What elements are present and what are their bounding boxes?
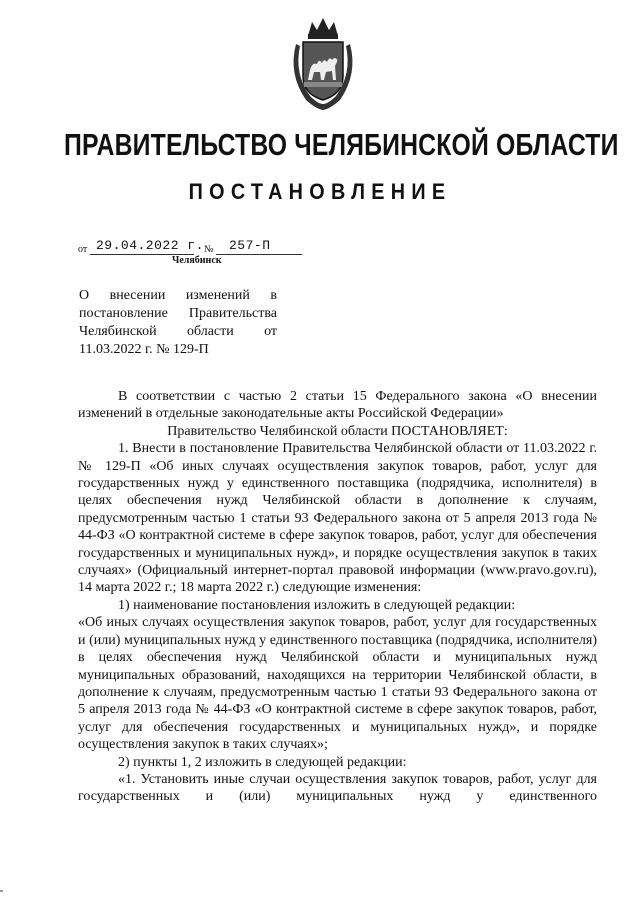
number-prefix: № xyxy=(204,244,214,255)
government-title: ПРАВИТЕЛЬСТВО ЧЕЛЯБИНСКОЙ ОБЛАСТИ xyxy=(64,127,619,162)
scan-mark xyxy=(0,890,3,892)
paragraph: «1. Установить иные случаи осуществления закупок товаров, работ, услуг для государственных и (или) муниципальных нужд у единственного xyxy=(78,771,597,805)
number-underline xyxy=(216,254,302,255)
paragraph-resolves: Правительство Челябинской области ПОСТАНОВЛЯЕТ: xyxy=(167,423,508,439)
date-prefix: от xyxy=(78,244,88,255)
paragraph: В соответствии с частью 2 статьи 15 Федерального закона «О внесении изменений в отдельные законодательные акты Российской Федерации» xyxy=(78,389,597,422)
paragraph: 1) наименование постановления изложить в следующей редакции: xyxy=(118,597,516,613)
document-type: ПОСТАНОВЛЕНИЕ xyxy=(188,179,452,204)
date-number-line xyxy=(78,236,398,258)
document-body xyxy=(78,388,597,806)
document-subject: О внесении изменений в постановление Правительства Челябинской области от 11.03.2022 г. № 129-П xyxy=(79,288,277,357)
paragraph: 2) пункты 1, 2 изложить в следующей редакции: xyxy=(118,754,407,770)
paragraph: 1. Внести в постановление Правительства Челябинской области от 11.03.2022 г. № 129-П «Об иных случаях осуществления закупок товаров, работ, услуг для государственных нужд у единственного поставщика (подрядчика, исполнителя) в целях обеспечения нужд Челябинской области в дополнение к случаям, предусмотренным частью 1 статьи 93 Федерального закона от 5 апреля 2013 года № 44-ФЗ «О контрактной системе в сфере закупок товаров, работ, услуг для обеспечения государственных и муниципальных нужд», и порядке осуществления закупок в таких случаях» (Официальный интернет-портал правовой информации (www.pravo.gov.ru), 14 марта 2022 г.; 18 марта 2022 г.) следующие изменения: xyxy=(78,441,597,596)
city-name: Челябинск xyxy=(172,255,222,266)
paragraph: «Об иных случаях осуществления закупок товаров, работ, услуг для государственных и (или) муниципальных нужд у единственного поставщика (подрядчика, исполнителя) в целях обеспечения нужд Челябинской области и муниципальных нужд муниципальных образований, находящихся на территории Челябинской области, в дополнение к случаям, предусмотренным частью 1 статьи 93 Федерального закона от 5 апреля 2013 года № 44-ФЗ «О контрактной системе в сфере закупок товаров, работ, услуг для обеспечения государственных и муниципальных нужд», и порядке осуществления закупок в таких случаях»; xyxy=(78,615,597,753)
coat-of-arms-icon xyxy=(286,14,360,114)
document-date: 29.04.2022 г. xyxy=(96,238,204,253)
document-number: 257-П xyxy=(229,238,271,253)
